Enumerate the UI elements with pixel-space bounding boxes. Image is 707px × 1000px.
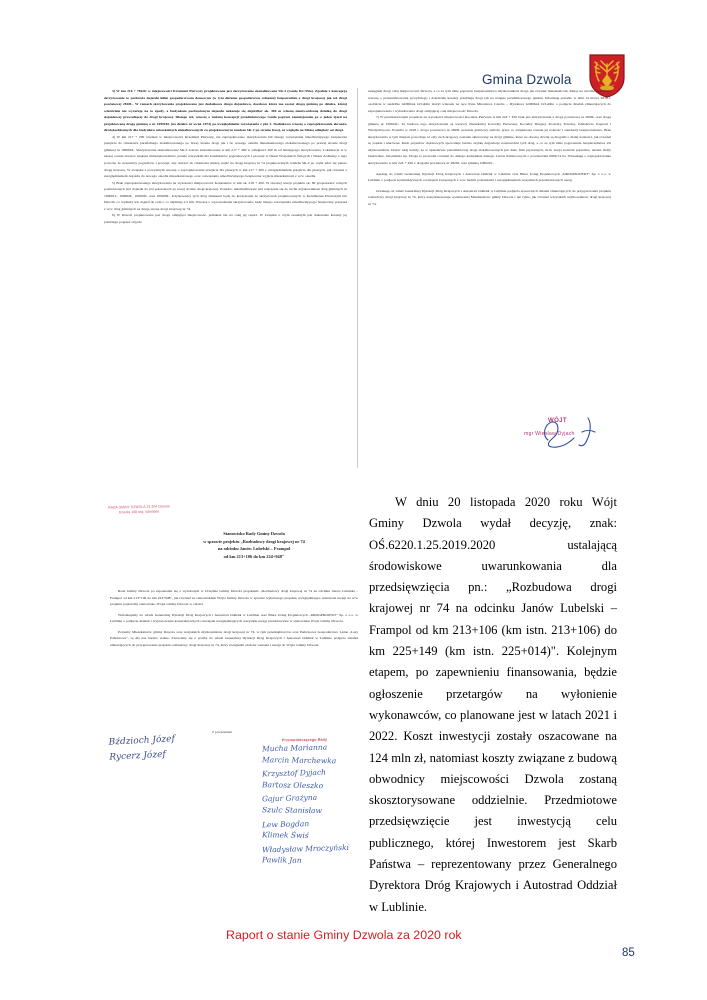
scan-left-column [104,88,347,468]
scan-two-body [110,588,358,648]
scan-two-title-line: na odcinku Janów Lubelski – Frampol [217,546,291,552]
signature-item: Bździoch Józef [108,734,176,748]
signature-item: Pawlik Jan [261,855,302,866]
signature-item: Klimek Świś [261,830,309,841]
scan-paragraph: 4) W km 217 + 200 również w miejscowości Krzemień Pierwszy, nie zaprojektowano skrzyżowania lub innego rozwiązania umożliwiającego bezpieczne przejście do cmentarza parafialnego zlokalizowanego po lewej stronie drogi jak i do nowego osiedla mieszkaniowego zlokalizowanego po prawej stronie drogi gminnej nr 109000L. Skrzyżowanie skanalizowane SK-3 zostało zlokalizowane w km 217 + 400 w odległości 200 m od istniejącego skrzyżowania. Lokalizacja ta w naszej ocenie stwarza większe niebezpieczeństwo przede wszystkim dla kondukatów pogrzebowych i procesji w Dzień Wszystkich Świętych i Dzień Zaduszny z tego powodu, że uczestnicy pogrzebów i procesji, aby dotrzeć do cmentarza muszą wejść na drogę krajową nr 74 projektowanym rondem SK-2 po czym udać się pieszo drogą krajową. W związku z powyższym wnoszę o zaprojektowanie przejścia dla pieszych w km 217 + 200 z uwzględnieniem przejścia dla pieszych, jak również z uwzględnieniem dojazdu do nowego osiedla mieszkaniowego oraz rozwiązania umożliwiającego bezpieczne wyjście mieszkańcom z w/w osiedla. [104,134,347,179]
scan-two-title-line: Stanowisko Rady Gminy Dzwola [223,531,285,536]
scan-paragraph: 5) Brak zaprojektowanego skrzyżowania na wysokości miejscowości Konstantów w km ok. 218 + 200. W obecnej wersji projektu ok. 80 gospodarstw rolnych pozbawionych jest dojazdu do pól położonych po lewej stronie drogi krajowej. Ponadto, uniemożliwione jest włączenie się do ruchu użytkownikom dróg gminnych nr 109001L, 109002L, 109003L oraz 109005L. Użytkownicy tych dróg zmuszeni będą do korzystania ze skrzyżowań projektowanych w Krzemieniu Pierwszym lub Dzwoli, co wydłuży ich dojazd do celu o co najmniej 2,5 km. Wnoszę o wprowadzenie skrzyżowania, bądź innego rozwiązania umożliwiającego bezpieczny przejazd z w/w dróg gminnych na drugą stronę drogi krajowej nr 74. [104,180,347,211]
signature-item: Lew Bogdan [261,818,310,829]
scanned-document-stanowisko [104,500,360,908]
page-title: Gmina Dzwola [482,72,572,87]
scan-paragraph: zasięgiem drogi całej miejscowości Dzwola, a co za tym idzie poprawie bezpieczeństwa użytkownikom drogi, jak również mieszkańcom. Mając na uwadze powyższe, wnoszę o przeanalizowanie powyższego i dokonanie korekty przebiegu drogi jak na wstępie przedmiotowego punktu. Informuję ponadto w dniu 14 marca 2019 r. osobiście w siedzibie GDDKiA O/Lublin złożył wniosek na ręce Pana Mirosława Czecha – Dyrektora GDDKiA O/Lublin o podjęcie działań zmierzających do zaprojektowania i wybudowania drogi omijającej całą miejscowość Dzwola. [368,89,611,113]
wojt-stamp [520,418,610,464]
signature-item: Gajur Grażyna [261,793,318,804]
signature-item: Szulc Stanisław [261,805,323,816]
scan-paragraph: Apeluję do władz Generalnej Dyrekcji Dróg Krajowych i Autostrad Oddział w Lublinie oraz Biura Usług Projektowych „DROGPROJEKT" Sp. z o.o. w Lublinie o podjęcie konstruktywnych rozwiązań związanych z w/w moimi postulatami i uwzględnieniem wszystkich przedstawionych uwag. [368,171,611,183]
signature-item: Rycerz Józef [109,749,167,763]
signature-item: Krzysztof Dyjach [261,767,327,779]
przewodniczacy-rady-stamp: Przewodniczącego Rady [281,737,328,743]
signature-item: Bartosz Oleszko [261,779,324,790]
footer-report-title: Raport o stanie Gminy Dzwola za 2020 rok [226,928,462,942]
z-powazaniem-label: Z poważaniem [212,730,233,734]
scan-page-divider [357,88,358,468]
rada-gminy-stamp: RADA GMINY DZWOLA 23-304 Dzwola Dzwola 168 woj. lubelskie [108,504,170,515]
signature-item: Mucha Marianna [261,742,328,754]
scan-two-title-line: od km 213+106 do km 224+948" [223,553,285,559]
scan-paragraph: 7) W przedstawionym projekcie na wysokości miejscowości Kocudza Pierwsza w km 224 + 450 brak jest skrzyżowania z drogą powiatową nr 2826L oraz drogą gminną nr 109022L. Za budową tego skrzyżowania są wszyscy mieszkańcy Kocudzy Pierwszej, Kocudzy Drugiej, Kocudzy Trzeciej, Zdzisławic, Kaproni i Władysławowa. Ponadto w 2018 r. droga powiatowa nr 2826L przeszła gruntowy remont, przez co zwiększona została jej nośność i standardy bezpieczeństwa. Brak skrzyżowania w tym miejscu powoduje, iż cały ruch drogowy zostanie skierowany na drogi gminne, które na obecną chwilę są drogami o małej nośności, jak również są wąskie i nierówne. Ruch pojazdów ciężarowych spowoduje bardzo szybką degradację nawierzchni tych dróg, a co za tym idzie pogorszenie bezpieczeństwa ich użytkowników. Dodać tutaj należy, że w sąsiedztwie przedmiotowej drogi zlokalizowanych jest dużo firm prywatnych, m.in. stacja kontroli pojazdów, tartaki, firmy budowlane, betoniarnia itp. Droga ta prowadzi również do dużego kompleksu leśnego Lasów Państwowych o powierzchni 6966,74 ha. Wnioskuję o zaprojektowanie skrzyżowania w km 224 + 450 z drogami powiatową nr 2826L oraz gminną 109022L. [368,115,611,166]
wojt-stamp-title: WÓJT [548,418,567,424]
wojt-stamp-name: mgr Wiesław Dyjach [524,431,575,437]
scan-paragraph: Rada Gminy Dzwola po zapoznaniu się z wyłożonym w Urzędzie Gminy Dzwola projektem: „Rozbudowy drogi krajowej nr 74 na odcinku Janów Lubelski – Frampol od km 213+106 do km 224+948", jak również ze stanowiskiem Wójta Gminy Dzwola w sprawie wyłożonego projektu, uwzględniające wniesione uwagi do w/w projektu popieramy stanowisko Wójta Gminy Dzwola w całości. [110,589,358,607]
signatures-right [262,742,362,868]
main-body-paragraph: W dniu 20 listopada 2020 roku Wójt Gminy Dzwola wydał decyzję, znak: OŚ.6220.1.25.2019.2020 ustalającą środowiskowe uwarunkowania dla przedsięwzięcia pn.: „Rozbudowa drogi krajowej nr 74 na odcinku Janów Lubelski – Frampol od km 213+106 (km istn. 213+106) do km 225+149 (km istn. 225+014)". Kolejnym etapem, po zapewnieniu finansowania, będzie ogłoszenie przetargów na wyłonienie wykonawców, co planowane jest w latach 2021 i 2022. Koszt inwestycji zostały oszacowane na 124 mln zł, natomiast koszty związane z budową obwodnicy miejscowości Dzwola zostaną skosztorysowane oddzielnie. Przedmiotowe przedsięwzięcie jest inwestycją celu publicznego, której Inwestorem jest Skarb Państwa – reprezentowany przez Generalnego Dyrektora Dróg Krajowych i Autostrad Oddział w Lublinie. [369,495,617,914]
wojt-signature-scribble [538,416,604,454]
signature-block [104,728,360,904]
scan-paragraph: Oczekuję od władz Generalnej Dyrekcji Dróg Krajowych i Autostrad Oddział w Lublinie podjęcia stosownych działań zmierzających do przygotowania projektu rozbudowy drogi krajowej nr 74, który usatysfakcjonuje oczekiwania Mieszkańców gminy Dzwola i nie tylko, jak również wszystkich użytkowników drogi krajowej nr 74. [368,188,611,206]
signature-item: Władysław Mroczyński [261,842,350,855]
scan-two-title-line: w sprawie projektu „Rozbudowy drogi krajowej nr 74 [203,538,305,544]
scan-paragraph: 3) W km 216 + 760,81 w miejscowości Krzemień Pierwszy projektowane jest skrzyżowanie skanalizowane SK-2 (rondo Dz=45m). Zgodnie z koncepcją skrzyżowanie to pozbawia dojazdu kilku gospodarstwom domowym (w tym dużemu gospodarstwu rolnemu) bezpośrednio z drogi krajowej jak też drogi powiatowej 2810L. W ramach skrzyżowania projektowana jest dodatkowa droga dojazdowa, docelowo która ma zostać drogą gminną po działce, której właściciele nie wyrażają na to zgody, a budynkom pozbawionym dojazdu nakazuje się dojeżdżać ok. 300 m własną nieutwardzoną działką do drogi dojazdowej prowadzącej do drogi krajowej. Dlatego też, wnoszę o zmianę koncepcji przedmiotowego ronda poprzez zamniejszenie go o jeden zjazd na projektowaną drogę gminną a nr 109018L (na działce nr ewid. 1074) po uwzględnieniu rozwiązania z pkt 2. Dodatkowo wnoszę o zaprojektowanie ekranów dźwiękochłonnych dla budynków mieszkalnych zlokalizowanych za projektowanym rondem SK-2 po stronie lewej, ze względu na bliską odległość od drogi. [104,89,347,133]
footer-page-number: 85 [622,947,635,959]
scan-two-title [148,530,360,560]
signatures-left [108,732,176,765]
scan-right-column [368,88,611,468]
page-header [0,30,707,86]
signature-item: Marcin Marchewka [261,754,337,765]
scanned-document-letter [104,88,612,468]
scan-paragraph: 6) W Dzwoli projektowana jest droga omijająca miejscowość, jednakże nie na całej jej części. W związku z czym zasadnym jest dokonanie korekty jej przebiegu poprzez objęcie [104,213,347,224]
scan-paragraph: Potrzeby Mieszkańców gminy Dzwola oraz wszystkich użytkowników drogi krajowej nr 74, w tym przedsiębiorców oraz Państwowe Gospodarstwo Leśne „Lasy Państwowe", są dla nas bardzo ważne. Zwracamy się z prośbą do władz Generalnej Dyrekcji Dróg Krajowych i Autostrad Oddział w Lublinie podjęcia działań zmierzających do przygotowania projektu rozbudowy drogi krajowej nr 74, który uwzględni złożone wnioski i uwagi do Wójta Gminy Dzwola. [110,629,358,647]
scan-paragraph: Wnioskujemy do władz Generalnej Dyrekcji Dróg Krajowych i Autostrad Oddział w Lublinie oraz Biura Usług Projektowych „DROGPROJEKT" Sp. z o.o. w Lublinie o podjęcie działań i wypracowanie konstruktywnych rozwiązań uwzględniających wszystkie uwagi przedstawione w stanowisku Wójta Gminy Dzwola. [110,612,358,624]
